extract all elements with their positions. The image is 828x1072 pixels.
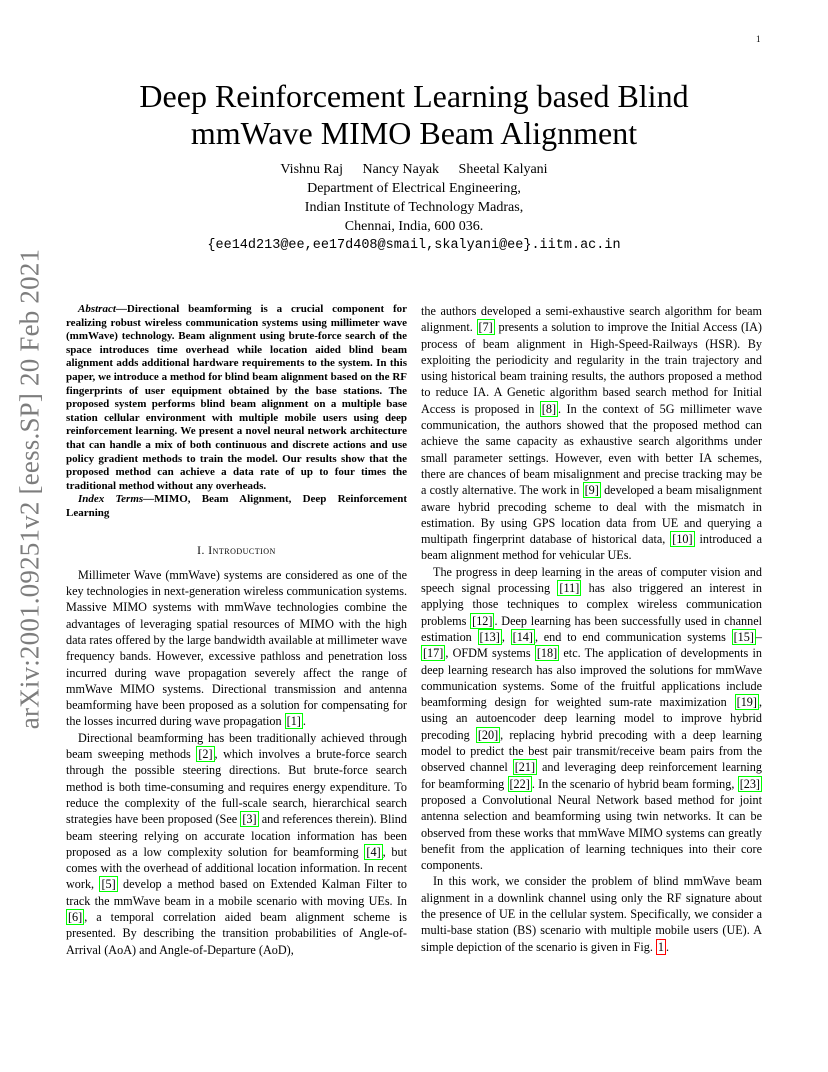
paragraph: Directional beamforming has been traditionally achieved through beam sweeping methods [2] , which involves a brute-force search through the possible steering directions. But brute-force search method is both time-consuming and requires energy expenditure. To reduce the complexity of the full-scale search, hierarchical search strategies have been proposed (See [3] and references therein). Blind beam steering relying on accurate location information has been proposed as a low complexity solution for beamforming [4] , but comes with the overhead of additional location information. In recent work, [5] develop a method based on Extended Kalman Filter to track the mmWave beam in a mobile scenario with moving UEs. In [6] , a temporal correlation aided beam alignment scheme is presented. By describing the transition probabilities of Angle-of-Arrival (AoA) and Angle-of-Departure (AoD), bbox=[66, 730, 408, 957]
author-name: Nancy Nayak bbox=[362, 162, 440, 177]
author-emails: {ee14d213@ee,ee17d408@smail,skalyani@ee}.iitm.ac.in bbox=[207, 238, 621, 253]
citation-link[interactable]: [18] bbox=[536, 646, 558, 661]
arxiv-stamp bbox=[10, 248, 50, 729]
citation-link[interactable]: [21] bbox=[514, 760, 536, 775]
citation-link[interactable]: [23] bbox=[739, 776, 760, 791]
citation-link[interactable]: [8] bbox=[541, 401, 557, 416]
citation-link[interactable]: [19] bbox=[736, 695, 757, 710]
citation-link[interactable]: [9] bbox=[584, 483, 599, 498]
citation-link[interactable]: [22] bbox=[509, 776, 530, 791]
citation-link[interactable]: [2] bbox=[198, 747, 213, 762]
paragraph: The progress in deep learning in the areas of computer vision and speech signal processing [11] has also triggered an interest in applying those techniques to complex wireless communication problems [12] . Deep learning has been successfully used in channel estimation [13] , [14] , end to end communication systems [15] –[17] , OFDM systems [18] etc. The application of developments in deep learning research has also improved the solutions for mmWave communication systems. Some of the fruitful applications include beamforming design for weighted sum-rate maximization [19] , using an autoencoder deep learning model to improve hybrid precoding [20] , replacing hybrid precoding with a deep learning model to predict the best pair transmit/receive beam pairs from the observed channel [21] and leveraging deep reinforcement learning for beamforming [22] . In the scenario of hybrid beam forming, [23] proposed a Convolutional Neural Network based method for joint antenna selection and beamforming using twin networks. It can be observed from these works that mmWave MIMO systems can greatly benefit from the application of learning techniques into their core components. bbox=[421, 564, 763, 873]
paragraph: In this work, we consider the problem of blind mmWave beam alignment in a downlink channel using only the RF signature about the presence of UE in the cellular system. Specifically, we consider a multi-base station (BS) scenario with multiple mobile users (UE). A simple depiction of the scenario is given in Fig. 1 . bbox=[421, 874, 762, 954]
citation-link[interactable]: [3] bbox=[242, 812, 257, 827]
arxiv-stamp-text: arXiv:2001.09251v2 [eess.SP] 20 Feb 2021 bbox=[14, 248, 45, 729]
citation-link[interactable]: [11] bbox=[559, 581, 580, 596]
author-names bbox=[70, 160, 758, 179]
paragraph: the authors developed a semi-exhaustive search algorithm for beam alignment. [7] presents a solution to improve the Initial Access (IA) process of beam alignment in High-Speed-Railways (HSR). By exploiting the periodicity and regularity in the train trajectory and using historical beam training results, the authors proposed a method to reduce IA. A Genetic algorithm based search method for Initial Access is proposed in [8] . In the context of 5G millimeter wave communication, the authors showed that the proposed method can achieve the same capacity as exhaustive search algorithms under small parameter settings. However, even with better IA schemes, there are chances of beam misalignment and precise tracking may be a costly alternative. The work in [9] developed a beam misalignment aware hybrid precoding scheme to deal with the mismatch in estimation. By using GPS location data from UE and querying a multipath fingerprint database of historical data, [10] introduced a beam alignment method for vehicular UEs. bbox=[421, 304, 763, 563]
citation-link[interactable]: [7] bbox=[478, 320, 493, 335]
right-column bbox=[421, 303, 762, 955]
citation-link[interactable]: [1] bbox=[286, 714, 301, 729]
paragraph: Millimeter Wave (mmWave) systems are considered as one of the key technologies in next-generation wireless communication systems. Massive MIMO systems with mmWave technologies combine the advantages of leveraging spatial resources of MIMO with the high data rates offered by the large bandwidth available at millimeter wave frequency bands. However, excessive pathloss and penetration loss incurred during wave propagation severely affect the range of mmWave MIMO systems. Directional transmission and antenna beamforming have been proposed as a solution for compensating for the losses incurred during wave propagation [1] . bbox=[66, 567, 407, 729]
section-heading: I. Introduction bbox=[197, 544, 276, 557]
page-number: 1 bbox=[756, 34, 761, 44]
affiliation-line: Chennai, India, 600 036. bbox=[344, 219, 484, 234]
abstract-text: —Directional beamforming is a crucial component for realizing robust wireless communication systems using millimeter wave (mmWave) technology. Beam alignment using brute-force search of the space introduces time overhead while location aided blind beam alignment adds additional hardware requirements to the system. In this paper, we introduce a method for blind beam alignment based on the RF fingerprints of user equipment obtained by the base stations. The proposed system performs blind beam alignment on a multiple base station cellular environment with multiple mobile users using deep reinforcement learning. We present a novel neural network architecture that can handle a mix of both continuous and discrete actions and use policy gradient methods to train the model. Our results show that the proposed method can achieve a data rate of up to four times the traditional method without any overheads. bbox=[66, 303, 407, 492]
title-line-2: mmWave MIMO Beam Alignment bbox=[190, 115, 638, 151]
citation-link[interactable]: [10] bbox=[672, 532, 693, 547]
affiliation-line: Indian Institute of Technology Madras, bbox=[304, 200, 524, 215]
index-terms bbox=[66, 493, 407, 520]
author-name: Sheetal Kalyani bbox=[458, 162, 548, 177]
citation-link[interactable]: [15] bbox=[733, 629, 754, 644]
citation-link[interactable]: [12] bbox=[472, 613, 493, 628]
citation-link[interactable]: [6] bbox=[68, 910, 83, 925]
citation-link[interactable]: [5] bbox=[101, 877, 116, 892]
citation-link[interactable]: [4] bbox=[366, 844, 381, 859]
citation-link[interactable]: [20] bbox=[477, 727, 499, 742]
abstract-label: Abstract bbox=[78, 303, 116, 315]
citation-link[interactable]: [13] bbox=[479, 629, 500, 644]
author-name: Vishnu Raj bbox=[280, 162, 343, 177]
affiliation-line: Department of Electrical Engineering, bbox=[307, 181, 521, 196]
author-block bbox=[70, 160, 758, 255]
index-terms-text: —MIMO, Beam Alignment, Deep Reinforcement Learning bbox=[66, 493, 407, 519]
title-line-1: Deep Reinforcement Learning based Blind bbox=[139, 78, 689, 114]
index-terms-label: Index Terms bbox=[78, 493, 144, 506]
figure-link[interactable]: 1 bbox=[657, 939, 665, 954]
paper-title bbox=[70, 78, 758, 152]
abstract bbox=[66, 303, 407, 493]
citation-link[interactable]: [14] bbox=[512, 629, 533, 644]
left-column bbox=[66, 303, 407, 958]
citation-link[interactable]: [17] bbox=[423, 646, 444, 661]
